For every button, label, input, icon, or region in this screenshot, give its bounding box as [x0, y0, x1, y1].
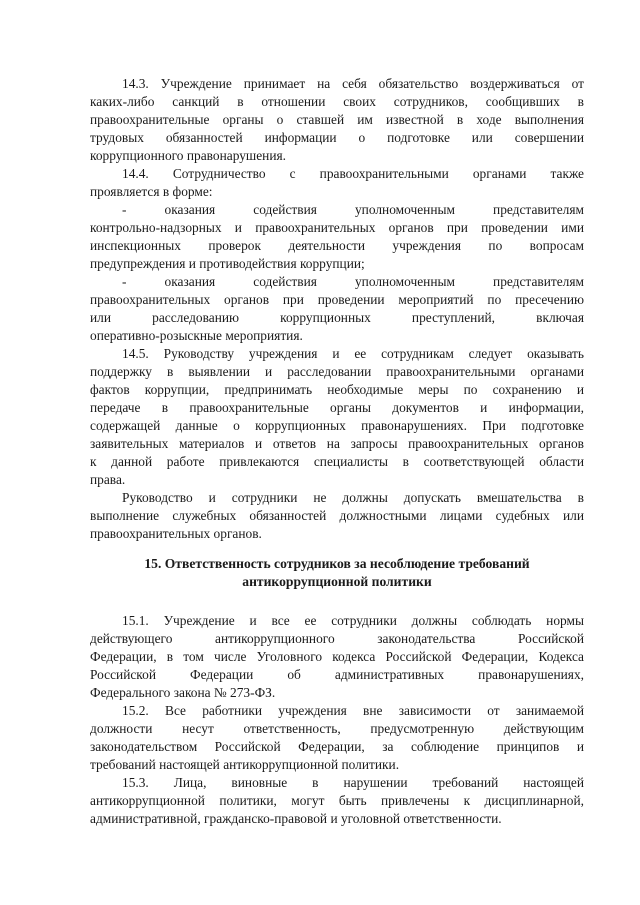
- text-line: или расследованию коррупционных преступлений, включая: [90, 310, 584, 325]
- text-line: оперативно-розыскные мероприятия.: [90, 328, 303, 343]
- text-line: Руководство и сотрудники не должны допускать вмешательства в: [122, 490, 584, 505]
- text-line: каких-либо санкций в отношении своих сотрудников, сообщивших в: [90, 94, 584, 109]
- text-line: 15.3. Лица, виновные в нарушении требований настоящей: [122, 775, 584, 790]
- text-line: к данной работе привлекаются специалисты в соответствующей области: [90, 454, 584, 469]
- text-line: - оказания содействия уполномоченным представителям: [122, 202, 584, 217]
- text-line: контрольно-надзорных и правоохранительных органов при проведении ими: [90, 220, 584, 235]
- paragraph-15-2: [90, 702, 584, 774]
- heading-line: 15. Ответственность сотрудников за несоблюдение требований: [144, 556, 530, 571]
- bullet-item-1: [90, 201, 584, 273]
- paragraph-15-3: [90, 774, 584, 828]
- text-line: Российской Федерации об административных правонарушениях,: [90, 667, 584, 682]
- text-line: 14.4. Сотрудничество с правоохранительными органами также: [122, 166, 584, 181]
- text-line: правоохранительных органов.: [90, 526, 262, 541]
- text-line: права.: [90, 472, 126, 487]
- text-line: правоохранительные органы о ставшей им известной в ходе выполнения: [90, 112, 584, 127]
- text-line: антикоррупционной политики, могут быть привлечены к дисциплинарной,: [90, 793, 584, 808]
- text-line: поддержку в выявлении и расследовании правоохранительными органами: [90, 364, 584, 379]
- paragraph-14-5: [90, 345, 584, 489]
- text-line: фактов коррупции, предпринимать необходимые меры по сохранению и: [90, 382, 584, 397]
- heading-line: антикоррупционной политики: [242, 574, 432, 589]
- text-line: инспекционных проверок деятельности учреждения по вопросам: [90, 238, 584, 253]
- text-line: - оказания содействия уполномоченным представителям: [122, 274, 584, 289]
- text-line: Федерального закона № 273-ФЗ.: [90, 685, 276, 700]
- text-line: проявляется в форме:: [90, 184, 213, 199]
- paragraph-15-1: [90, 612, 584, 702]
- text-line: законодательством Российской Федерации, за соблюдение принципов и: [90, 739, 584, 754]
- text-line: содержащей данные о коррупционных правонарушениях. При подготовке: [90, 418, 584, 433]
- text-line: предупреждения и противодействия коррупции;: [90, 256, 365, 271]
- text-line: 14.3. Учреждение принимает на себя обязательство воздерживаться от: [122, 76, 584, 91]
- section-15-heading: [90, 555, 584, 591]
- text-line: выполнение служебных обязанностей должностными лицами судебных или: [90, 508, 584, 523]
- text-line: передаче в правоохранительные органы документов и информации,: [90, 400, 584, 415]
- text-line: административной, гражданско-правовой и уголовной ответственности.: [90, 811, 502, 826]
- text-line: правоохранительных органов при проведении мероприятий по пресечению: [90, 292, 584, 307]
- text-line: трудовых обязанностей информации о подготовке или совершении: [90, 130, 584, 145]
- text-line: требований настоящей антикоррупционной политики.: [90, 757, 400, 772]
- bullet-item-2: [90, 273, 584, 345]
- text-line: заявительных материалов и ответов на запросы правоохранительных органов: [90, 436, 584, 451]
- paragraph-14-5-continued: [90, 489, 584, 543]
- paragraph-14-3: [90, 75, 584, 165]
- paragraph-14-4: [90, 165, 584, 201]
- text-line: Федерации, в том числе Уголовного кодекса Российской Федерации, Кодекса: [90, 649, 584, 664]
- text-line: действующего антикоррупционного законодательства Российской: [90, 631, 584, 646]
- text-line: коррупционного правонарушения.: [90, 148, 287, 163]
- text-line: 14.5. Руководству учреждения и ее сотрудникам следует оказывать: [122, 346, 584, 361]
- text-line: 15.1. Учреждение и все ее сотрудники должны соблюдать нормы: [122, 613, 584, 628]
- text-line: 15.2. Все работники учреждения вне зависимости от занимаемой: [122, 703, 584, 718]
- text-line: должности несут ответственность, предусмотренную действующим: [90, 721, 584, 736]
